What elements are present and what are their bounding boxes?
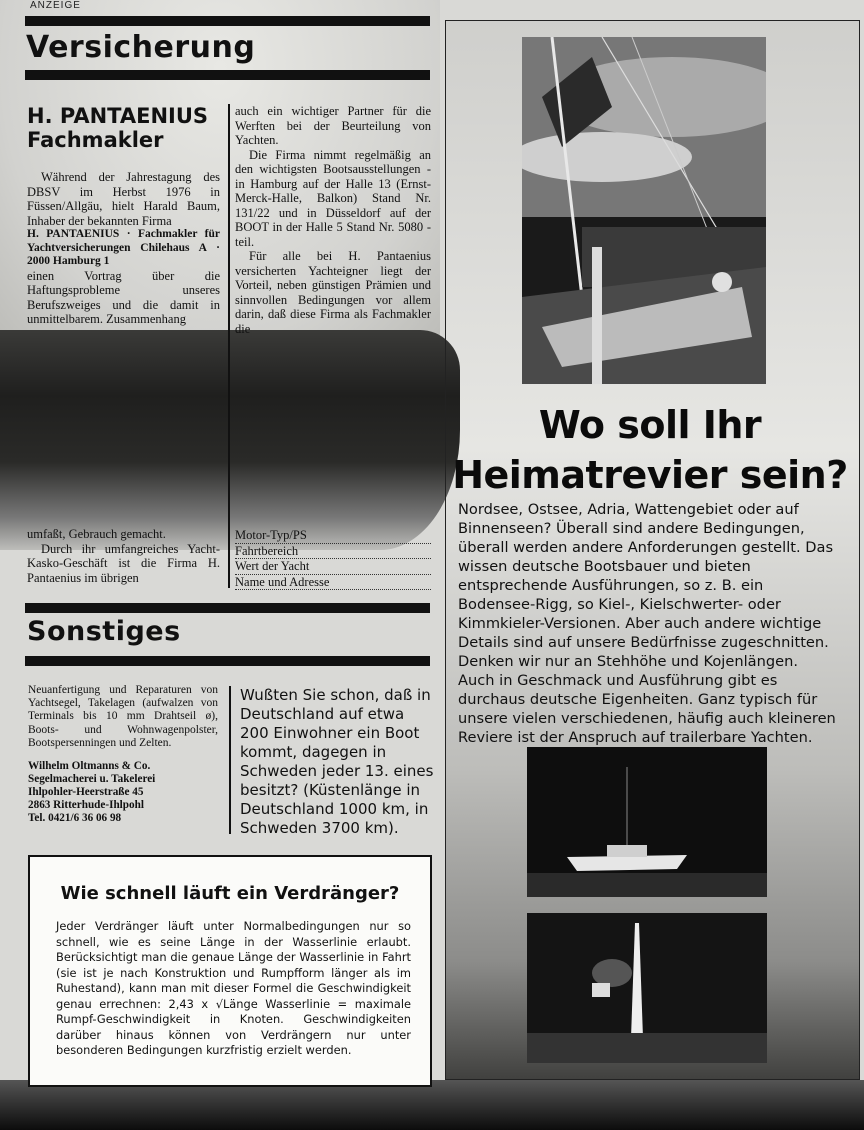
- section-title-sonstiges: Sonstiges: [27, 616, 181, 647]
- info-box-text: Jeder Verdränger läuft unter Normalbedingungen nur so schnell, wie es seine Länge in der Wasserlinie erlaubt. Berücksichtigt man die genaue Länge der Wasserlinie in Fahrt (sie ist je nach Konstruktion und Rumpfform länger als im Ruhestand), kann man mit dieser Formel die Geschwindigkeit genau errechnen: 2,43 x √Länge Wasserlinie = maximale Rumpf-Geschwindigkeit in Knoten. Geschwindigkeiten darüber hinaus können von Verdrängern nur unter besonderen Bedingungen kurzfristig erzielt werden.: [56, 919, 411, 1057]
- paragraph: Während der Jahrestagung des DBSV im Herbst 1976 in Füssen/Allgäu, hielt Harald Baum, Inhaber der bekannten Firma: [27, 170, 220, 228]
- form-line: Name und Adresse: [235, 575, 431, 591]
- info-box-title: Wie schnell läuft ein Verdränger?: [60, 883, 400, 904]
- headline-line1: Wo soll Ihr: [538, 403, 762, 447]
- article-column-1: [27, 170, 220, 327]
- sonstiges-left-column: [28, 684, 218, 825]
- column-divider: [229, 686, 231, 834]
- form-line: Fahrtbereich: [235, 544, 431, 560]
- sailboat-photo-2-image: [527, 913, 767, 1063]
- section-title-versicherung: Versicherung: [26, 30, 256, 65]
- firm-name: [27, 104, 208, 152]
- sailboat-photo-1: [527, 747, 767, 897]
- form-line: Motor-Typ/PS: [235, 528, 431, 544]
- article-column-2: [235, 104, 431, 336]
- address-line: Ihlpohler-Heerstraße 45: [28, 786, 144, 799]
- paragraph: Die Firma nimmt regelmäßig an den wichtigsten Bootsausstellungen - in Hamburg auf der Halle 13 (Ernst-Merck-Halle, Balkon) Stand Nr. 131/22 und in Düsseldorf auf der BOOT in der Halle 5 Stand Nr. 5080 - teil.: [235, 147, 431, 249]
- paragraph: Für alle bei H. Pantaenius versicherten Yachteigner liegt der Vorteil, neben günstigen Prämien und sinnvollen Bedingungen vor allem darin, daß diese Firma als Fachmakler die: [235, 249, 431, 336]
- did-you-know-text: Wußten Sie schon, daß in Deutschland auf etwa 200 Einwohner ein Boot kommt, dagegen in Schweden jeder 13. eines besitzt? (Küstenlänge in Deutschland 1000 km, in Schweden 3700 km).: [240, 686, 434, 837]
- address-line: Tel. 0421/6 36 06 98: [28, 812, 122, 825]
- address-line: Wilhelm Oltmanns & Co.: [28, 760, 151, 773]
- paragraph: Durch ihr umfangreiches Yacht-Kasko-Geschäft ist die Firma H. Pantaenius im übrigen: [27, 541, 220, 585]
- firm-name-line1: H. PANTAENIUS: [27, 104, 209, 128]
- column-divider: [228, 104, 230, 588]
- kicker-label: ANZEIGE: [30, 0, 81, 11]
- rule-sonstiges-bottom: [25, 656, 430, 666]
- service-description: Neuanfertigung und Reparaturen von Yachtsegel, Takelagen (aufwalzen von Terminals bis 10 mm Drahtseil ø), Boots- und Wohnwagenpolster, Bootspersenningen und Zelten.: [28, 684, 218, 749]
- headline: [450, 400, 850, 500]
- sailboat-photo-2: [527, 913, 767, 1063]
- address-line: Segelmacherei u. Takelerei: [28, 773, 156, 786]
- rule-sonstiges-top: [25, 603, 430, 613]
- paragraph: auch ein wichtiger Partner für die Werften bei der Beurteilung von Yachten.: [235, 104, 431, 147]
- rule-top: [25, 16, 430, 26]
- bottom-shadow: [0, 1080, 864, 1130]
- right-article-text: Nordsee, Ostsee, Adria, Wattengebiet oder auf Binnenseen? Überall sind andere Bedingungen, überall werden andere Anforderungen gestellt. Das wissen deutsche Bootsbauer und bieten entsprechende Ausführungen, so z. B. ein Bodensee-Rigg, so Kiel-, Kielschwerter- oder Kimmkieler-Versionen. Aber auch andere wichtige Details sind auf unsere Bedürfnisse zugeschnitten. Denken wir nur an Stehhöhe und Kojenlängen. Auch in Geschmack und Ausführung gibt es durchaus deutsche Eigenheiten. Ganz typisch für unsere vielen verschiedenen, häufig auch kleineren Reviere ist der Anspruch auf trailerbare Yachten.: [458, 501, 836, 746]
- harbor-photo-image: [522, 37, 766, 384]
- paragraph: umfaßt, Gebrauch gemacht.: [27, 527, 166, 541]
- paragraph: einen Vortrag über die Haftungsprobleme unseres Berufszweiges und die damit in unmittelbarem. Zusammenhang: [27, 268, 220, 326]
- info-box: [28, 855, 432, 1087]
- article-column-1-end: [27, 527, 220, 585]
- sailboat-photo-1-image: [527, 747, 767, 897]
- address-line: 2863 Ritterhude-Ihlpohl: [28, 799, 144, 812]
- firm-name-line2: Fachmakler: [27, 128, 164, 152]
- company-address: [28, 760, 218, 825]
- dark-ink-band: [0, 330, 460, 550]
- form-line: Wert der Yacht: [235, 559, 431, 575]
- harbor-photo: [522, 37, 766, 384]
- rule-under-title: [25, 70, 430, 80]
- coupon-form: [235, 528, 431, 590]
- headline-line2: Heimatrevier sein?: [452, 453, 848, 497]
- firm-address: H. PANTAENIUS · Fachmakler für Yachtversicherungen Chilehaus A · 2000 Hamburg 1: [27, 228, 220, 267]
